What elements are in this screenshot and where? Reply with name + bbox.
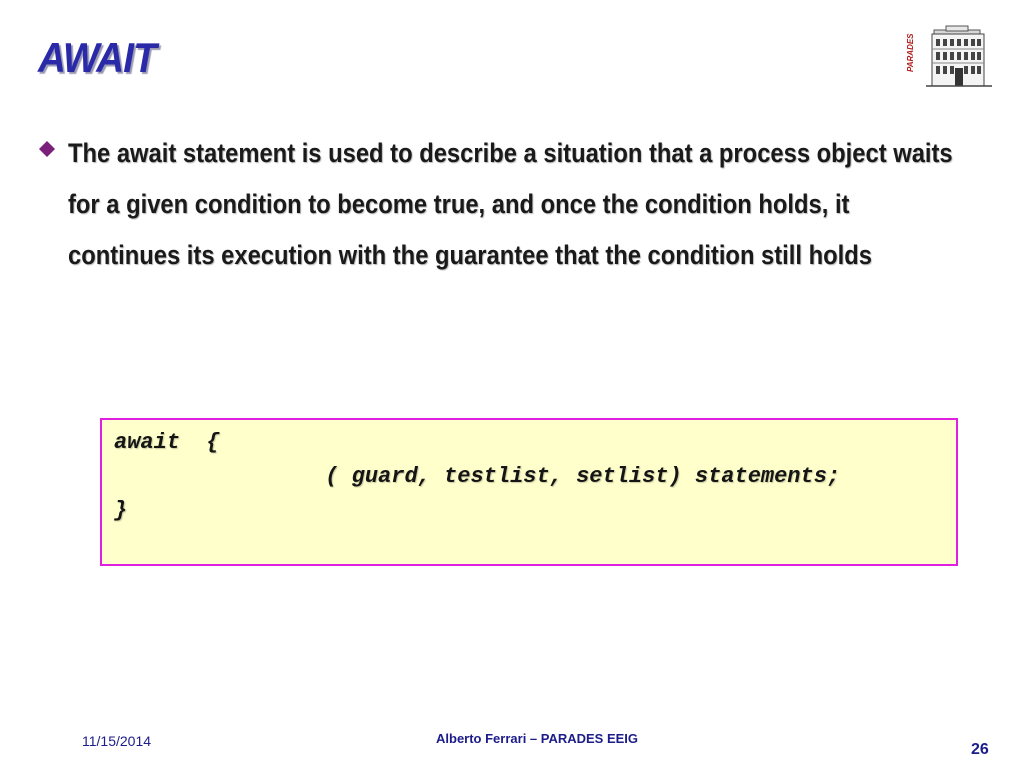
diamond-bullet-icon bbox=[38, 140, 56, 158]
code-block bbox=[100, 418, 958, 566]
bullet-text: The await statement is used to describe a situation that a process object waits for a given condition to become true, and once the condition holds, it continues its execution with the guarantee that the condition still holds bbox=[68, 138, 953, 270]
code-line: ( guard, testlist, setlist) statements; bbox=[114, 464, 841, 489]
slide-title: AWAIT bbox=[38, 34, 156, 81]
code-line: await { bbox=[114, 430, 220, 455]
footer-date: 11/15/2014 bbox=[82, 733, 152, 749]
code-line: } bbox=[114, 498, 128, 523]
logo-label: PARADES bbox=[906, 33, 915, 72]
page-number: 26 bbox=[971, 741, 989, 758]
building-icon bbox=[912, 24, 1008, 90]
footer-author: Alberto Ferrari – PARADES EEIG bbox=[436, 731, 639, 746]
